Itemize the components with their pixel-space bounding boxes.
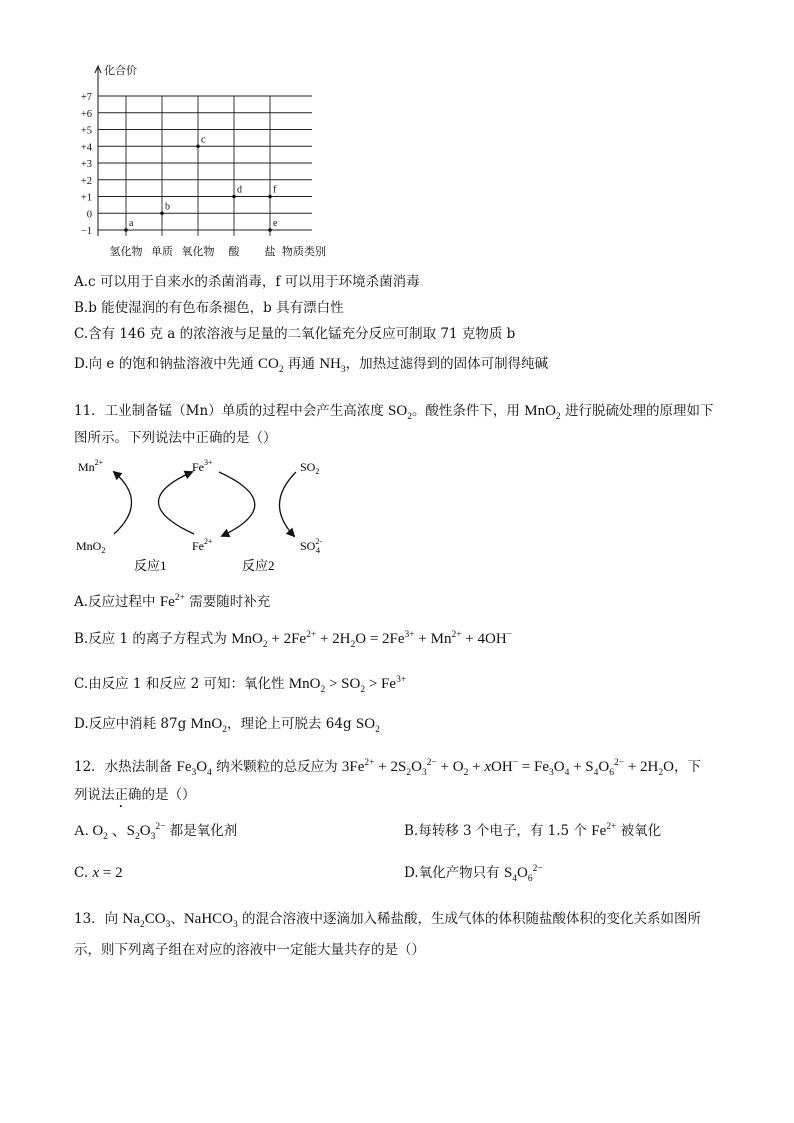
- formula-s4o6: $S_4O_6^{2-}$: [503, 864, 543, 884]
- q10-d-text-1: D.向 e 的饱和钠盐溶液中先通: [74, 356, 258, 372]
- q11-c-text-1: C.由反应 1 和反应 2 可知：氧化性: [74, 676, 289, 692]
- q12-c-equation: x = 2: [92, 865, 123, 881]
- formula-na2co3: $Na_2CO_3$: [122, 911, 171, 930]
- formula-mno2-d: MnO$_2$: [190, 716, 227, 735]
- q13-stem-text-3: 的混合溶液中逐滴加入稀盐酸，生成气体的体积随盐酸体积的变化关系如图所: [237, 911, 702, 927]
- chart-y-tick-label: +7: [80, 92, 92, 103]
- q11-d-text-2: ，理论上可脱去 64g: [226, 716, 356, 732]
- q12-option-d: [404, 864, 543, 882]
- q12-stem-text-2: 纳米颗粒的总反应为: [211, 759, 342, 775]
- chart-x-category-label: 氢化物: [109, 246, 143, 258]
- q12-stem-emphasis: 正: [114, 787, 128, 803]
- q12-c-text: C.: [74, 865, 93, 881]
- chart-point-label: f: [273, 184, 277, 196]
- arrow-so2-to-so4: [279, 472, 296, 536]
- chart-point-label: d: [237, 184, 242, 196]
- species-fe3: Fe: [192, 460, 204, 474]
- formula-fe2-b: $Fe^{2+}$: [591, 822, 617, 839]
- chart-y-tick-label: 0: [86, 209, 92, 221]
- chart-y-tick-label: −1: [80, 226, 92, 237]
- q12-stem-text-5: 确的是（）: [128, 787, 196, 803]
- q12-a-formulas: A. $O_2$ 、$S_2O_3^{2-}$: [74, 822, 166, 842]
- label-reaction-2: 反应2: [242, 558, 275, 573]
- chart-point-label: c: [201, 134, 206, 146]
- q11-option-a: [74, 593, 270, 611]
- chart-x-category-label: 盐: [264, 246, 276, 258]
- label-reaction-1: 反应1: [134, 558, 167, 573]
- q11-a-text-2: 需要随时补充: [184, 594, 271, 610]
- formula-fe2: $Fe^{2+}$: [159, 593, 185, 610]
- svg-text:Mn2+: $Mn^{2+}$: [78, 458, 104, 474]
- formula-so2-d: $SO_2$: [355, 716, 380, 735]
- chart-x-categories: [110, 244, 276, 258]
- svg-text:Fe2+: $Fe^{2+}$: [192, 537, 213, 553]
- chart-point: [268, 195, 272, 199]
- q12-option-c: [74, 864, 123, 882]
- chart-y-tick-label: +5: [80, 125, 92, 137]
- q11-a-text-1: A.反应过程中: [74, 594, 160, 610]
- q12-option-a: [74, 822, 237, 840]
- q11-d-text-1: D.反应中消耗 87g: [74, 716, 191, 732]
- chart-point: [232, 195, 236, 199]
- chart-point: [124, 228, 128, 232]
- species-fe2: Fe: [192, 539, 204, 553]
- q12-a-text: 都是氧化剂: [165, 823, 238, 839]
- chart-point-label: e: [273, 218, 278, 229]
- q12-b-text-1: B.每转移 3 个电子，有 1.5 个: [404, 823, 592, 839]
- arrow-fe3-to-fe2: [219, 472, 255, 536]
- q13-stem-line2: 示，则下列离子组在对应的溶液中一定能大量共存的是（）: [74, 942, 425, 958]
- svg-text:MnO2: MnO$_2$: [76, 539, 106, 555]
- q11-option-b: [74, 630, 512, 648]
- q11-option-d: [74, 715, 380, 733]
- q11-b-text-1: B.反应 1 的离子方程式为: [74, 631, 232, 647]
- formula-mno2: MnO$_2$: [524, 403, 561, 422]
- q13-stem-line1: [74, 910, 701, 928]
- formula-co2: $CO_2$: [258, 356, 284, 375]
- chart-point: [268, 228, 272, 232]
- arrow-mno2-to-mn2: [114, 472, 132, 534]
- q11-stem-text-3: 进行脱硫处理的原理如下: [560, 403, 714, 419]
- q13-stem-text-2: 、: [170, 911, 184, 927]
- chart-point: [160, 211, 164, 215]
- chart-x-category-label: 酸: [228, 246, 240, 258]
- q11-stem-text-2: 。酸性条件下，用: [411, 403, 525, 419]
- q10-d-text-3: ，加热过滤得到的固体可制得纯碱: [345, 356, 549, 372]
- q10-option-d: [74, 355, 548, 373]
- chart-points: [124, 134, 278, 232]
- arrow-fe2-to-fe3: [158, 472, 194, 534]
- q12-stem-text-1: 12．水热法制备: [74, 759, 177, 775]
- formula-so2: $SO_2$: [388, 403, 412, 422]
- oxidizing-order: $MnO_2 > SO_2 > Fe^{3+}$: [288, 675, 407, 695]
- species-mn2: Mn: [78, 460, 95, 474]
- chart-x-category-label: 单质: [151, 246, 173, 258]
- q10-option-c: C.含有 146 克 a 的浓溶液与足量的二氧化锰充分反应可制取 71 克物质 b: [74, 326, 516, 342]
- chart-grid: [95, 66, 312, 236]
- q11-stem-line1: [74, 402, 713, 420]
- chart-y-tick-label: +3: [80, 159, 92, 170]
- formula-nh3: $NH_3$: [319, 356, 346, 375]
- chart-y-axis-label: 化合价: [104, 65, 137, 77]
- species-mno2: MnO: [76, 539, 102, 553]
- chart-y-tick-label: +2: [80, 175, 92, 187]
- species-so4: SO: [300, 539, 316, 553]
- equation-reaction-1: $MnO_2 + 2Fe^{2+} + 2H_2O = 2Fe^{3+} + Mn^{2+} + 4OH^-$: [231, 630, 513, 650]
- q12-b-text-2: 被氧化: [616, 823, 662, 839]
- chart-y-tick-label: +4: [80, 142, 92, 154]
- chart-y-tick-label: +1: [80, 192, 92, 204]
- species-so2: SO: [300, 460, 316, 474]
- q12-stem-line2: [74, 787, 196, 811]
- q13-stem-text-1: 13．向: [74, 911, 123, 927]
- q12-d-text: D.氧化产物只有: [404, 865, 504, 881]
- chart-x-category-label: 氧化物: [181, 246, 215, 258]
- q10-d-text-2: 再通: [283, 356, 320, 372]
- valence-class-chart: [70, 60, 400, 260]
- chart-y-tick-label: +6: [80, 108, 92, 120]
- svg-text:SO2-4: $SO^{2-}4$: [300, 537, 323, 555]
- svg-text:SO2: $SO_2$: [300, 460, 320, 476]
- q12-stem-text-4: 列说法: [74, 787, 115, 803]
- chart-y-ticks: [81, 92, 93, 237]
- chart-point-label: b: [165, 201, 170, 213]
- chart-x-axis-label: 物质类别: [282, 246, 326, 258]
- chart-point: [196, 144, 200, 148]
- q10-option-b: B.b 能使湿润的有色布条褪色，b 具有漂白性: [74, 300, 344, 316]
- formula-fe3o4: $Fe_3O_4$: [176, 759, 212, 778]
- q10-option-a: A.c 可以用于自来水的杀菌消毒，f 可以用于环境杀菌消毒: [74, 274, 420, 290]
- q11-stem-line2: 图所示。下列说法中正确的是（）: [74, 430, 277, 446]
- q11-stem-text-1: 11．工业制备锰（Mn）单质的过程中会产生高浓度: [74, 403, 388, 419]
- q11-option-c: [74, 675, 406, 693]
- q12-option-b: [404, 822, 661, 840]
- q11-cycle-diagram: [74, 454, 354, 574]
- formula-nahco3: NaHCO$_3$: [183, 911, 238, 930]
- q12-stem-line1: [74, 758, 701, 776]
- equation-hydrothermal: $3Fe^{2+} + 2S_2O_3^{2-} + O_2 + xOH^- = Fe_3O_4 + S_4O_6^{2-} + 2H_2O$: [341, 758, 674, 778]
- svg-text:Fe3+: $Fe^{3+}$: [192, 458, 213, 474]
- q12-stem-text-3: ，下: [673, 759, 701, 775]
- chart-point-label: a: [129, 218, 134, 229]
